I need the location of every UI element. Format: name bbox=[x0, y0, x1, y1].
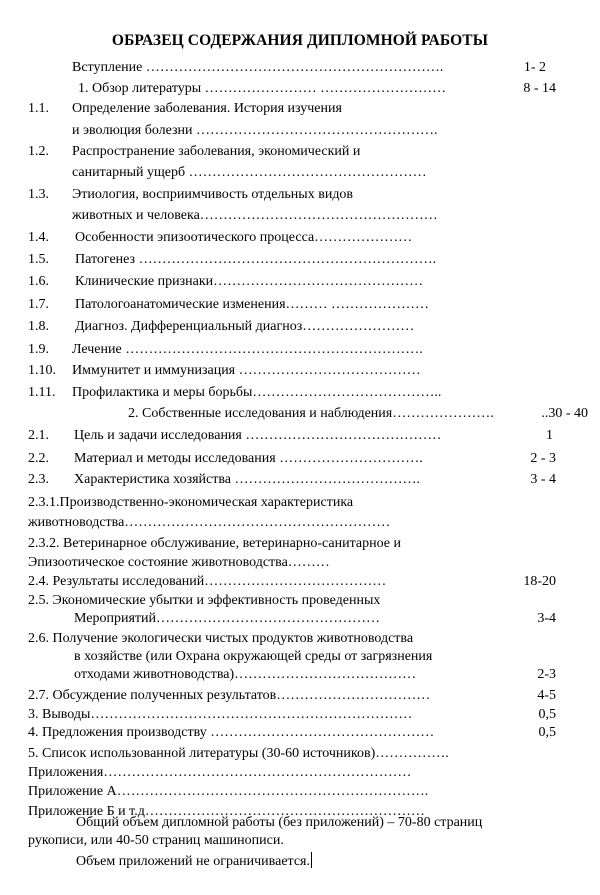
toc-entry-text: Цель и задачи исследования …………………………………… bbox=[74, 428, 442, 443]
toc-entry-text: в хозяйстве (или Охрана окружающей среды от загрязнения bbox=[74, 649, 433, 664]
toc-entry-text: 2.5. Экономические убытки и эффективность проведенных bbox=[28, 593, 381, 608]
toc-entry-text: Мероприятий………………………………………… bbox=[74, 611, 381, 626]
toc-entry-page-range: 4-5 bbox=[537, 688, 556, 703]
toc-entry-number: 1.11. bbox=[28, 385, 56, 400]
toc-entry-page-range: ..30 - 40 bbox=[541, 406, 588, 421]
toc-entry-text: Клинические признаки……………………………………… bbox=[75, 274, 424, 289]
toc-entry-text: Иммунитет и иммунизация ………………………………… bbox=[72, 363, 421, 378]
toc-entry-number: 1.8. bbox=[28, 319, 49, 334]
toc-entry-text: Определение заболевания. История изучения bbox=[72, 101, 342, 116]
total-volume-note: Общий объем дипломной работы (без приложений) – 70-80 страниц bbox=[76, 815, 483, 830]
toc-entry-text: 2.7. Обсуждение полученных результатов…………………………… bbox=[28, 688, 431, 703]
toc-entry-number: 1.2. bbox=[28, 144, 49, 159]
toc-entry-text: 3. Выводы…………………………………………………………… bbox=[28, 707, 413, 722]
toc-entry-text: отходами животноводства)………………………………… bbox=[74, 667, 417, 682]
page-title: ОБРАЗЕЦ СОДЕРЖАНИЯ ДИПЛОМНОЙ РАБОТЫ bbox=[111, 32, 489, 49]
toc-entry-page-range: 2 - 3 bbox=[530, 451, 556, 466]
manuscript-note: рукописи, или 40-50 страниц машинописи. bbox=[28, 833, 284, 848]
toc-entry-text: санитарный ущерб …………………………………………… bbox=[72, 165, 427, 180]
toc-entry-text: Этиология, восприимчивость отдельных видов bbox=[72, 187, 354, 202]
toc-entry-number: 2.1. bbox=[28, 428, 49, 443]
toc-entry-text: Вступление ………………………………………………………. bbox=[72, 60, 444, 75]
toc-entry-text: животноводства………………………………………………… bbox=[28, 515, 391, 530]
toc-entry-number: 1.3. bbox=[28, 187, 49, 202]
toc-entry-number: 1.7. bbox=[28, 297, 49, 312]
toc-entry-page-range: 8 - 14 bbox=[523, 81, 556, 96]
appendix-volume-note: Объем приложений не ограничивается. bbox=[76, 854, 310, 869]
toc-entry-text: Приложение Б и т.д…………………………………………………… bbox=[28, 804, 425, 819]
toc-entry-text: 2.3.1.Производственно-экономическая характеристика bbox=[28, 495, 354, 510]
toc-entry-page-range: 1- 2 bbox=[523, 60, 546, 75]
toc-entry-number: 1.9. bbox=[28, 342, 49, 357]
toc-entry-page-range: 3-4 bbox=[537, 611, 556, 626]
toc-entry-text: Приложения………………………………………………………… bbox=[28, 765, 412, 780]
toc-entry-text: 2.3.2. Ветеринарное обслуживание, ветеринарно-санитарное и bbox=[28, 536, 401, 551]
toc-entry-text: 2. Собственные исследования и наблюдения…………………. bbox=[128, 406, 494, 421]
toc-entry-text: 1. Обзор литературы …………………… ……………………… bbox=[78, 81, 447, 96]
toc-entry-number: 1.10. bbox=[28, 363, 56, 378]
toc-entry-text: 2.6. Получение экологически чистых продуктов животноводства bbox=[28, 631, 414, 646]
toc-entry-page-range: 3 - 4 bbox=[530, 472, 556, 487]
toc-entry-text: животных и человека…………………………………………… bbox=[72, 208, 438, 223]
toc-entry-text: Эпизоотическое состояние животноводства……… bbox=[28, 555, 330, 570]
toc-entry-page-range: 0,5 bbox=[538, 707, 556, 722]
toc-entry-text: 5. Список использованной литературы (30-60 источников)……………. bbox=[28, 746, 449, 761]
toc-entry-text: Приложение А…………………………………………………………. bbox=[28, 784, 429, 799]
toc-entry-number: 1.4. bbox=[28, 230, 49, 245]
toc-entry-page-range: 0,5 bbox=[538, 725, 556, 740]
toc-entry-text: Диагноз. Дифференциальный диагноз…………………… bbox=[75, 319, 415, 334]
toc-entry-number: 1.5. bbox=[28, 252, 49, 267]
toc-entry-number: 2.2. bbox=[28, 451, 49, 466]
toc-entry-text: Профилактика и меры борьбы………………………………….. bbox=[72, 385, 442, 400]
toc-entry-text: Материал и методы исследования …………………………. bbox=[74, 451, 423, 466]
toc-entry-number: 1.1. bbox=[28, 101, 49, 116]
toc-entry-number: 1.6. bbox=[28, 274, 49, 289]
toc-entry-text: Особенности эпизоотического процесса………………… bbox=[75, 230, 413, 245]
toc-entry-page-range: 1 bbox=[546, 428, 553, 443]
toc-entry-page-range: 18-20 bbox=[523, 574, 556, 589]
toc-entry-text: Патогенез ………………………………………………………. bbox=[75, 252, 437, 267]
text-cursor bbox=[311, 852, 312, 868]
toc-entry-text: Распространение заболевания, экономический и bbox=[72, 144, 361, 159]
toc-entry-text: Характеристика хозяйства …………………………………. bbox=[74, 472, 421, 487]
toc-entry-text: Лечение ………………………………………………………. bbox=[72, 342, 423, 357]
toc-entry-text: 4. Предложения производству ………………………………………… bbox=[28, 725, 435, 740]
toc-entry-text: Патологоанатомические изменения……… ………………… bbox=[75, 297, 430, 312]
toc-entry-number: 2.3. bbox=[28, 472, 49, 487]
toc-entry-text: и эволюция болезни ……………………………………………. bbox=[72, 123, 438, 138]
toc-entry-text: 2.4. Результаты исследований………………………………… bbox=[28, 574, 387, 589]
toc-entry-page-range: 2-3 bbox=[537, 667, 556, 682]
